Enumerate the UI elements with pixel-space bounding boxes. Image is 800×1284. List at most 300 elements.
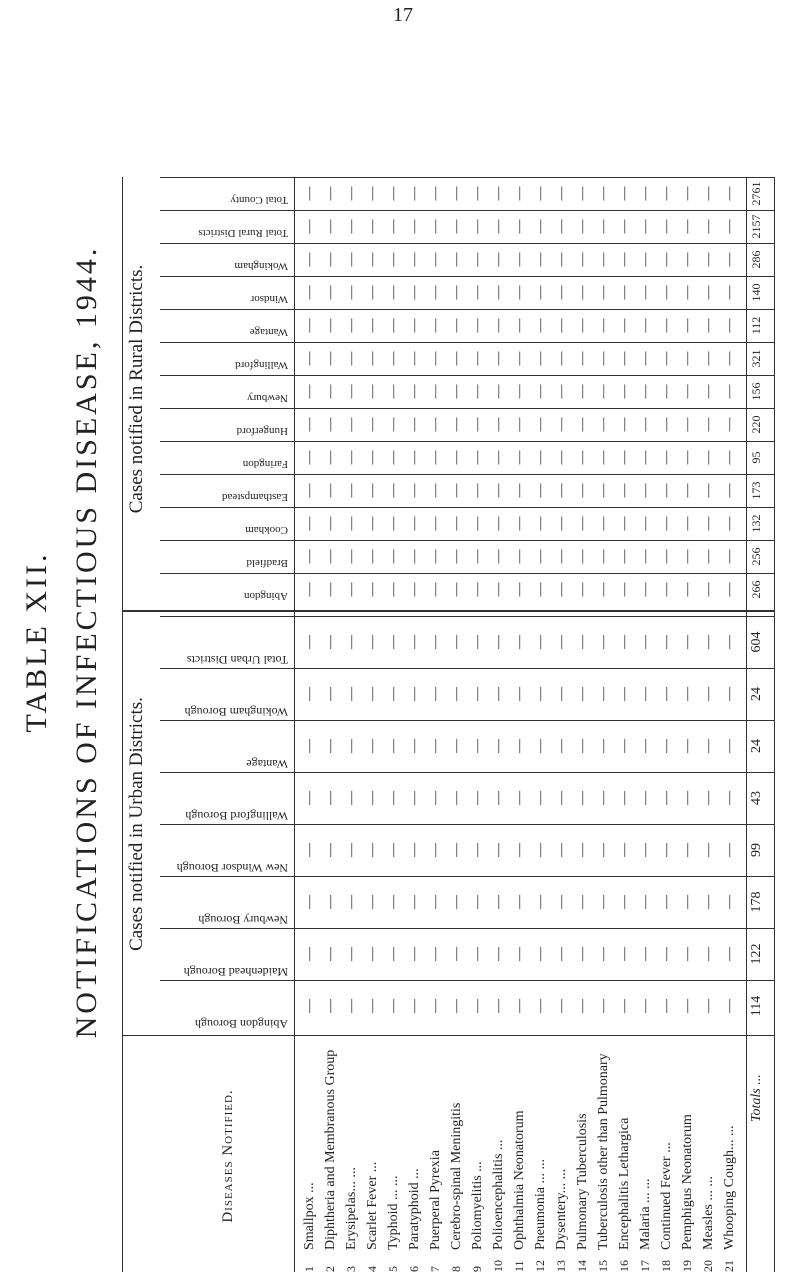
totals-cell: 112 — [749, 316, 763, 335]
table-cell: — — [344, 483, 359, 498]
table-cell: — — [386, 384, 401, 399]
table-cell: — — [302, 549, 317, 564]
table-row — [722, 172, 743, 1272]
diseases-header: Diseases Notified. — [220, 1089, 236, 1223]
table-cell: — — [533, 635, 548, 649]
table-cell: — — [596, 999, 611, 1013]
table-cell: — — [701, 947, 716, 961]
column-divider — [160, 876, 774, 877]
table-cell: — — [575, 947, 590, 961]
table-cell: — — [701, 999, 716, 1013]
table-row — [659, 172, 680, 1272]
table-cell: — — [659, 483, 674, 498]
column-header: Faringdon — [242, 458, 288, 470]
table-row — [596, 172, 617, 1272]
column-divider — [160, 928, 774, 929]
column-divider — [160, 210, 774, 211]
totals-cell: 156 — [749, 382, 763, 401]
table-cell: — — [533, 582, 548, 597]
table-cell: — — [554, 483, 569, 498]
column-header: Newbury — [247, 392, 288, 404]
table-cell: — — [470, 318, 485, 333]
table-cell: — — [365, 791, 380, 805]
table-cell: — — [701, 450, 716, 465]
table-cell: — — [323, 999, 338, 1013]
row-number: 2 — [323, 1266, 337, 1272]
table-cell: — — [344, 417, 359, 432]
table-cell: — — [680, 791, 695, 805]
table-cell: — — [344, 186, 359, 201]
table-cell: — — [449, 417, 464, 432]
table-cell: — — [386, 483, 401, 498]
table-cell: — — [533, 483, 548, 498]
totals-cell: 95 — [749, 451, 763, 464]
table-cell: — — [575, 999, 590, 1013]
table-cell: — — [449, 450, 464, 465]
table-cell: — — [386, 450, 401, 465]
disease-label: Smallpox ... — [302, 1182, 317, 1250]
table-cell: — — [428, 582, 443, 597]
column-divider — [160, 507, 774, 508]
table-subtitle: NOTIFICATIONS OF INFECTIOUS DISEASE, 1944. — [70, 245, 103, 1039]
table-cell: — — [449, 947, 464, 961]
table-cell: — — [575, 384, 590, 399]
table-cell: — — [407, 483, 422, 498]
disease-label: Polioencephalitis ... — [491, 1139, 506, 1250]
table-cell: — — [449, 895, 464, 909]
table-cell: — — [365, 351, 380, 366]
table-cell: — — [512, 417, 527, 432]
table-cell: — — [344, 549, 359, 564]
table-cell: — — [533, 549, 548, 564]
table-cell: — — [638, 635, 653, 649]
disease-label: Ophthalmia Neonatorum — [512, 1110, 527, 1250]
table-row — [365, 172, 386, 1272]
table-cell: — — [659, 739, 674, 753]
table-cell: — — [617, 999, 632, 1013]
column-divider — [160, 772, 774, 773]
table-cell: — — [617, 384, 632, 399]
table-cell: — — [596, 635, 611, 649]
table-cell: — — [428, 516, 443, 531]
table-cell: — — [659, 318, 674, 333]
table-row — [407, 172, 428, 1272]
table-cell: — — [512, 351, 527, 366]
table-row — [386, 172, 407, 1272]
table-cell: — — [323, 252, 338, 267]
table-row — [344, 172, 365, 1272]
row-number: 7 — [428, 1266, 442, 1272]
table-row — [575, 172, 596, 1272]
table-cell: — — [617, 483, 632, 498]
table-cell: — — [344, 285, 359, 300]
table-cell: — — [491, 687, 506, 701]
table-cell: — — [365, 947, 380, 961]
table-cell: — — [701, 791, 716, 805]
table-cell: — — [575, 739, 590, 753]
table-cell: — — [722, 186, 737, 201]
table-cell: — — [722, 947, 737, 961]
table-cell: — — [722, 384, 737, 399]
table-cell: — — [407, 351, 422, 366]
table-cell: — — [701, 186, 716, 201]
row-number: 19 — [680, 1260, 694, 1272]
table-cell: — — [638, 318, 653, 333]
table-cell: — — [386, 947, 401, 961]
table-cell: — — [533, 186, 548, 201]
table-cell: — — [491, 186, 506, 201]
table-cell: — — [554, 739, 569, 753]
table-row — [701, 172, 722, 1272]
table-cell: — — [407, 219, 422, 234]
table-cell: — — [701, 351, 716, 366]
totals-cell: 24 — [749, 687, 764, 701]
table-cell: — — [407, 843, 422, 857]
table-cell: — — [302, 285, 317, 300]
table-cell: — — [617, 947, 632, 961]
table-cell: — — [533, 417, 548, 432]
table-cell: — — [470, 635, 485, 649]
table-cell: — — [638, 450, 653, 465]
table-cell: — — [701, 219, 716, 234]
table-cell: — — [575, 252, 590, 267]
table-cell: — — [428, 791, 443, 805]
table-cell: — — [512, 450, 527, 465]
table-cell: — — [554, 516, 569, 531]
table-cell: — — [533, 895, 548, 909]
row-number: 8 — [449, 1266, 463, 1272]
table-cell: — — [659, 843, 674, 857]
table-row — [680, 172, 701, 1272]
table-cell: — — [470, 549, 485, 564]
row-number: 20 — [701, 1260, 715, 1272]
column-header: Wokingham — [234, 260, 288, 272]
column-divider — [160, 243, 774, 244]
table-cell: — — [323, 739, 338, 753]
table-cell: — — [533, 219, 548, 234]
totals-cell: 321 — [749, 349, 763, 368]
table-cell: — — [596, 739, 611, 753]
row-number: 1 — [302, 1266, 316, 1272]
table-cell: — — [365, 843, 380, 857]
table-cell: — — [575, 285, 590, 300]
table-cell: — — [365, 318, 380, 333]
table-cell: — — [617, 895, 632, 909]
table-cell: — — [659, 635, 674, 649]
table-cell: — — [596, 843, 611, 857]
table-cell: — — [512, 252, 527, 267]
table-cell: — — [344, 582, 359, 597]
table-cell: — — [554, 450, 569, 465]
table-cell: — — [533, 947, 548, 961]
table-cell: — — [302, 791, 317, 805]
table-cell: — — [344, 384, 359, 399]
table-cell: — — [407, 999, 422, 1013]
table-cell: — — [638, 739, 653, 753]
column-divider — [160, 720, 774, 721]
table-cell: — — [512, 635, 527, 649]
column-divider — [160, 342, 774, 343]
table-cell: — — [344, 219, 359, 234]
table-cell: — — [575, 516, 590, 531]
table-cell: — — [449, 384, 464, 399]
column-divider — [160, 824, 774, 825]
table-cell: — — [386, 635, 401, 649]
disease-label: Typhoid ... ... — [386, 1175, 401, 1250]
table-cell: — — [407, 739, 422, 753]
column-divider — [160, 573, 774, 574]
table-cell: — — [323, 417, 338, 432]
table-cell: — — [428, 739, 443, 753]
table-cell: — — [659, 252, 674, 267]
table-cell: — — [428, 219, 443, 234]
table-cell: — — [638, 351, 653, 366]
table-cell: — — [617, 516, 632, 531]
table-cell: — — [617, 318, 632, 333]
table-cell: — — [428, 318, 443, 333]
column-header: Cookham — [245, 524, 288, 536]
table-cell: — — [680, 582, 695, 597]
table-cell: — — [617, 582, 632, 597]
table-cell: — — [617, 791, 632, 805]
table-cell: — — [512, 318, 527, 333]
table-cell: — — [365, 483, 380, 498]
table-cell: — — [680, 351, 695, 366]
table-cell: — — [701, 384, 716, 399]
table-cell: — — [512, 549, 527, 564]
column-header: Wallingford — [235, 359, 288, 371]
table-cell: — — [323, 186, 338, 201]
table-cell: — — [428, 687, 443, 701]
table-cell: — — [659, 582, 674, 597]
table-cell: — — [365, 739, 380, 753]
table-cell: — — [638, 186, 653, 201]
column-header: Abingdon — [244, 590, 288, 602]
totals-cell: 24 — [749, 739, 764, 753]
table-cell: — — [533, 791, 548, 805]
column-header: Wantage — [249, 326, 288, 338]
table-cell: — — [617, 351, 632, 366]
table-cell: — — [596, 450, 611, 465]
table-cell: — — [512, 791, 527, 805]
column-divider — [160, 309, 774, 310]
table-cell: — — [659, 285, 674, 300]
totals-cell: 220 — [749, 415, 763, 434]
table-cell: — — [491, 219, 506, 234]
table-cell: — — [428, 843, 443, 857]
disease-label: Pemphigus Neonatorum — [680, 1114, 695, 1250]
table-cell: — — [638, 516, 653, 531]
disease-label: Tuberculosis other than Pulmonary — [596, 1053, 611, 1250]
table-cell: — — [365, 582, 380, 597]
table-cell: — — [638, 791, 653, 805]
table-cell: — — [302, 417, 317, 432]
table-cell: — — [722, 285, 737, 300]
table-cell: — — [491, 947, 506, 961]
table-cell: — — [344, 947, 359, 961]
table-cell: — — [470, 895, 485, 909]
totals-cell: 2157 — [749, 214, 763, 239]
table-cell: — — [407, 791, 422, 805]
table-cell: — — [701, 483, 716, 498]
table-cell: — — [533, 285, 548, 300]
table-cell: — — [323, 318, 338, 333]
table-cell: — — [659, 384, 674, 399]
table-cell: — — [449, 635, 464, 649]
disease-label: Diphtheria and Membranous Group — [323, 1049, 338, 1250]
table-cell: — — [365, 186, 380, 201]
table-cell: — — [428, 450, 443, 465]
table-cell: — — [701, 549, 716, 564]
table-cell: — — [449, 186, 464, 201]
table-cell: — — [722, 318, 737, 333]
table-cell: — — [449, 791, 464, 805]
totals-cell: 173 — [749, 481, 763, 500]
table-cell: — — [617, 687, 632, 701]
table-cell: — — [680, 318, 695, 333]
table-cell: — — [575, 450, 590, 465]
table-cell: — — [638, 219, 653, 234]
table-cell: — — [533, 318, 548, 333]
table-cell: — — [554, 384, 569, 399]
table-cell: — — [659, 516, 674, 531]
table-cell: — — [659, 687, 674, 701]
table-cell: — — [470, 186, 485, 201]
table-cell: — — [407, 252, 422, 267]
row-number: 14 — [575, 1260, 589, 1272]
table-cell: — — [596, 285, 611, 300]
table-cell: — — [344, 351, 359, 366]
table-cell: — — [323, 895, 338, 909]
table-cell: — — [722, 219, 737, 234]
table-cell: — — [365, 252, 380, 267]
table-cell: — — [407, 318, 422, 333]
table-cell: — — [533, 384, 548, 399]
table-cell: — — [302, 895, 317, 909]
table-cell: — — [428, 285, 443, 300]
table-cell: — — [617, 635, 632, 649]
disease-label: Pneumonia ... ... — [533, 1159, 548, 1250]
table-cell: — — [638, 549, 653, 564]
table-cell: — — [407, 516, 422, 531]
table-cell: — — [428, 635, 443, 649]
row-number: 16 — [617, 1260, 631, 1272]
table-cell: — — [722, 516, 737, 531]
table-cell: — — [365, 417, 380, 432]
table-cell: — — [512, 384, 527, 399]
table-cell: — — [596, 252, 611, 267]
row-number: 15 — [596, 1260, 610, 1272]
table-cell: — — [428, 384, 443, 399]
table-cell: — — [470, 285, 485, 300]
table-cell: — — [512, 285, 527, 300]
table-cell: — — [449, 582, 464, 597]
table-cell: — — [302, 483, 317, 498]
table-cell: — — [386, 843, 401, 857]
table-cell: — — [680, 549, 695, 564]
table-cell: — — [701, 895, 716, 909]
column-divider — [122, 1035, 774, 1036]
column-header: Wantage — [246, 757, 288, 771]
column-header: Total Urban Districts — [186, 653, 288, 667]
column-divider — [160, 616, 774, 617]
table-cell: — — [659, 351, 674, 366]
column-divider — [160, 375, 774, 376]
table-cell: — — [407, 687, 422, 701]
table-cell: — — [680, 516, 695, 531]
table-cell: — — [491, 483, 506, 498]
table-cell: — — [386, 516, 401, 531]
table-cell: — — [323, 351, 338, 366]
table-cell: — — [722, 739, 737, 753]
table-cell: — — [701, 739, 716, 753]
column-header: Windsor — [250, 293, 288, 305]
table-cell: — — [575, 549, 590, 564]
row-number: 3 — [344, 1266, 358, 1272]
totals-cell: 132 — [749, 514, 763, 533]
disease-label: Erysipelas... ... — [344, 1167, 359, 1250]
table-cell: — — [596, 318, 611, 333]
table-cell: — — [491, 384, 506, 399]
disease-label: Cerebro-spinal Meningitis — [449, 1102, 464, 1250]
table-cell: — — [407, 582, 422, 597]
table-cell: — — [323, 582, 338, 597]
table-cell: — — [722, 549, 737, 564]
table-cell: — — [512, 582, 527, 597]
table-cell: — — [701, 687, 716, 701]
table-cell: — — [386, 549, 401, 564]
table-cell: — — [407, 186, 422, 201]
table-cell: — — [302, 516, 317, 531]
table-cell: — — [617, 252, 632, 267]
table-cell: — — [722, 450, 737, 465]
table-cell: — — [575, 483, 590, 498]
table-rule-bottom — [774, 177, 775, 1272]
table-cell: — — [449, 252, 464, 267]
disease-label: Dysentery... ... — [554, 1168, 569, 1250]
table-cell: — — [617, 739, 632, 753]
table-cell: — — [302, 843, 317, 857]
table-row — [470, 172, 491, 1272]
table-cell: — — [302, 635, 317, 649]
table-cell: — — [722, 687, 737, 701]
totals-cell: 286 — [749, 250, 763, 269]
table-cell: — — [722, 635, 737, 649]
table-cell: — — [302, 351, 317, 366]
table-cell: — — [722, 483, 737, 498]
table-cell: — — [722, 351, 737, 366]
table-cell: — — [407, 285, 422, 300]
table-cell: — — [302, 687, 317, 701]
table-cell: — — [596, 549, 611, 564]
table-cell: — — [596, 895, 611, 909]
table-cell: — — [575, 186, 590, 201]
table-cell: — — [701, 516, 716, 531]
table-cell: — — [470, 450, 485, 465]
row-number: 6 — [407, 1266, 421, 1272]
table-cell: — — [617, 186, 632, 201]
table-row — [449, 172, 470, 1272]
table-cell: — — [344, 687, 359, 701]
table-cell: — — [344, 252, 359, 267]
column-divider — [160, 668, 774, 669]
table-cell: — — [302, 384, 317, 399]
table-cell: — — [449, 739, 464, 753]
totals-cell: 99 — [749, 843, 764, 857]
table-title: TABLE XII. — [20, 551, 53, 733]
table-row — [554, 172, 575, 1272]
table-cell: — — [365, 687, 380, 701]
